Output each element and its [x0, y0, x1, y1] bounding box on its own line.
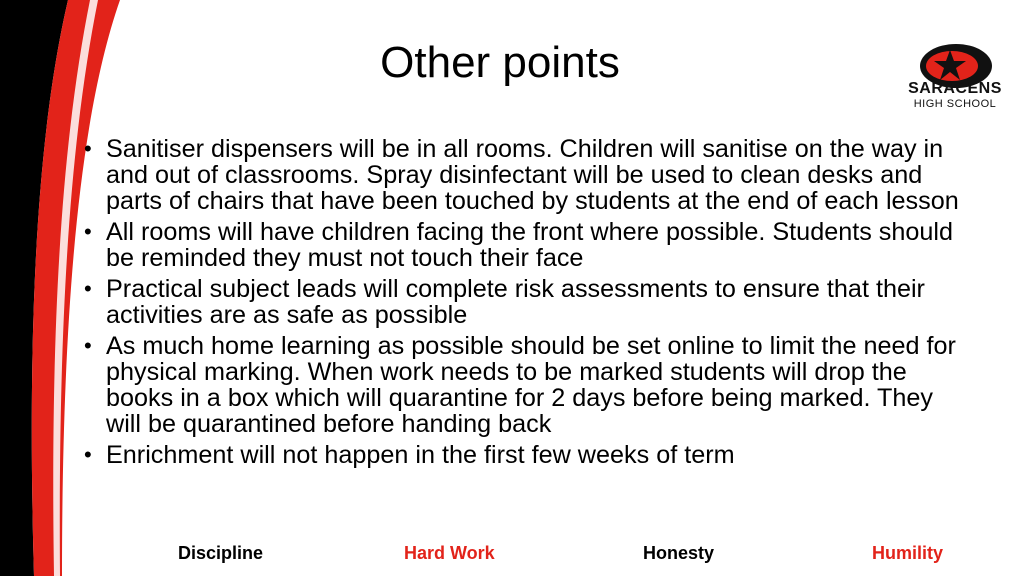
bullet-item: • All rooms will have children facing the front where possible. Students should be reminded they must not touch their face — [84, 219, 974, 271]
value-discipline: Discipline — [178, 543, 264, 563]
bullet-item: • Enrichment will not happen in the first few weeks of term — [84, 442, 974, 468]
bullet-list — [84, 136, 974, 473]
logo-name: SARACENS — [908, 80, 1002, 97]
school-values-footer — [0, 543, 1024, 567]
value-humility: Humility — [872, 543, 944, 563]
value-honesty: Honesty — [643, 543, 715, 563]
value-hard-work: Hard Work — [404, 543, 495, 563]
bullet-item: • Sanitiser dispensers will be in all rooms. Children will sanitise on the way in and out of classrooms. Spray disinfectant will be used to clean desks and parts of chairs that have been touched by students at the end of each lesson — [84, 136, 974, 214]
bullet-item: • As much home learning as possible should be set online to limit the need for physical marking. When work needs to be marked students will drop the books in a box which will quarantine for 2 days before being marked. They will be quarantined before handing back — [84, 333, 974, 437]
bullet-item: • Practical subject leads will complete risk assessments to ensure that their activities are as safe as possible — [84, 276, 974, 328]
logo-subtitle: HIGH SCHOOL — [913, 98, 997, 110]
slide-title: Other points — [380, 38, 620, 87]
